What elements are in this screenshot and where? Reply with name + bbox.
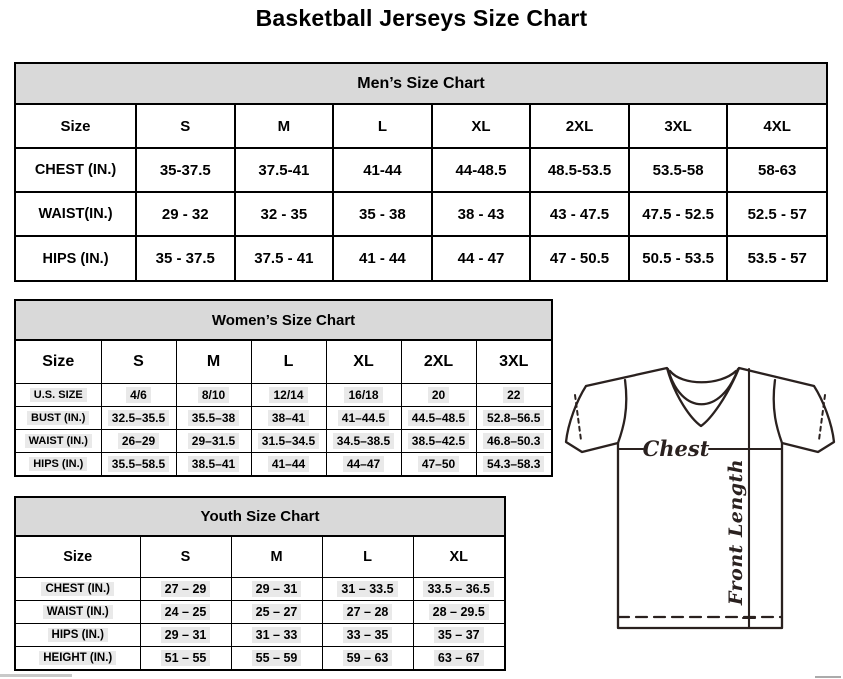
youth-chart-title: Youth Size Chart — [16, 498, 504, 537]
womens-cell: 29–31.5 — [176, 429, 251, 452]
mens-column-header: 3XL — [629, 105, 728, 148]
youth-cell: 31 – 33.5 — [322, 577, 413, 600]
womens-cell: 26–29 — [101, 429, 176, 452]
mens-cell: 41-44 — [333, 148, 432, 192]
mens-cell: 35 - 37.5 — [136, 236, 235, 280]
mens-cell: 29 - 32 — [136, 192, 235, 236]
womens-column-header: XL — [326, 341, 401, 383]
mens-cell: 38 - 43 — [432, 192, 531, 236]
youth-cell: 63 – 67 — [413, 646, 504, 669]
womens-size-table — [16, 341, 551, 475]
youth-data-row — [16, 646, 504, 669]
womens-cell: 20 — [401, 383, 476, 406]
womens-header-row — [16, 341, 551, 383]
womens-cell: 4/6 — [101, 383, 176, 406]
womens-data-row — [16, 383, 551, 406]
youth-data-row — [16, 577, 504, 600]
mens-cell: 43 - 47.5 — [530, 192, 629, 236]
right-sleeve-seam — [774, 380, 782, 443]
youth-row-label: HEIGHT (IN.) — [16, 646, 140, 669]
womens-column-header: L — [251, 341, 326, 383]
womens-chart-title: Women’s Size Chart — [16, 301, 551, 341]
youth-cell: 59 – 63 — [322, 646, 413, 669]
womens-cell: 44.5–48.5 — [401, 406, 476, 429]
womens-cell: 44–47 — [326, 452, 401, 475]
mens-column-header: 4XL — [727, 105, 826, 148]
mens-size-table — [16, 105, 826, 280]
womens-cell: 41–44 — [251, 452, 326, 475]
scrollbar-fragment-right — [815, 676, 841, 678]
youth-cell: 29 – 31 — [231, 577, 322, 600]
youth-cell: 33 – 35 — [322, 623, 413, 646]
womens-cell: 35.5–58.5 — [101, 452, 176, 475]
page-title: Basketball Jerseys Size Chart — [255, 5, 588, 31]
womens-cell: 12/14 — [251, 383, 326, 406]
womens-row-label: U.S. SIZE — [16, 383, 101, 406]
youth-row-label: CHEST (IN.) — [16, 577, 140, 600]
youth-data-row — [16, 600, 504, 623]
womens-cell: 16/18 — [326, 383, 401, 406]
mens-cell: 47.5 - 52.5 — [629, 192, 728, 236]
mens-column-header: L — [333, 105, 432, 148]
mens-cell: 47 - 50.5 — [530, 236, 629, 280]
womens-cell: 35.5–38 — [176, 406, 251, 429]
mens-row-label: CHEST (IN.) — [16, 148, 136, 192]
womens-cell: 54.3–58.3 — [476, 452, 551, 475]
youth-row-label: HIPS (IN.) — [16, 623, 140, 646]
youth-size-table — [16, 537, 504, 669]
womens-row-label: WAIST (IN.) — [16, 429, 101, 452]
womens-cell: 46.8–50.3 — [476, 429, 551, 452]
mens-column-header: 2XL — [530, 105, 629, 148]
mens-cell: 32 - 35 — [235, 192, 334, 236]
mens-data-row — [16, 192, 826, 236]
mens-cell: 53.5 - 57 — [727, 236, 826, 280]
scrollbar-fragment-left — [0, 674, 72, 677]
mens-size-chart — [14, 62, 828, 282]
youth-cell: 24 – 25 — [140, 600, 231, 623]
womens-data-row — [16, 452, 551, 475]
mens-cell: 37.5-41 — [235, 148, 334, 192]
jersey-outline-shape — [566, 368, 834, 628]
womens-cell: 38.5–42.5 — [401, 429, 476, 452]
womens-column-header: S — [101, 341, 176, 383]
womens-cell: 41–44.5 — [326, 406, 401, 429]
mens-header-row — [16, 105, 826, 148]
chest-label: Chest — [642, 436, 710, 461]
mens-column-header: M — [235, 105, 334, 148]
youth-cell: 25 – 27 — [231, 600, 322, 623]
womens-column-header: 3XL — [476, 341, 551, 383]
youth-column-header: L — [322, 537, 413, 577]
womens-row-label: BUST (IN.) — [16, 406, 101, 429]
youth-header-row — [16, 537, 504, 577]
mens-row-label: HIPS (IN.) — [16, 236, 136, 280]
mens-cell: 44-48.5 — [432, 148, 531, 192]
youth-row-label: WAIST (IN.) — [16, 600, 140, 623]
womens-column-header: Size — [16, 341, 101, 383]
mens-cell: 58-63 — [727, 148, 826, 192]
womens-column-header: M — [176, 341, 251, 383]
mens-cell: 37.5 - 41 — [235, 236, 334, 280]
youth-column-header: M — [231, 537, 322, 577]
womens-cell: 38.5–41 — [176, 452, 251, 475]
youth-column-header: XL — [413, 537, 504, 577]
mens-data-row — [16, 148, 826, 192]
youth-cell: 51 – 55 — [140, 646, 231, 669]
youth-cell: 35 – 37 — [413, 623, 504, 646]
collar-inner-arc — [670, 371, 736, 382]
womens-cell: 8/10 — [176, 383, 251, 406]
womens-data-row — [16, 406, 551, 429]
youth-cell: 33.5 – 36.5 — [413, 577, 504, 600]
womens-cell: 52.8–56.5 — [476, 406, 551, 429]
left-sleeve-seam — [618, 380, 626, 443]
jersey-measurement-diagram — [555, 355, 843, 655]
youth-cell: 27 – 28 — [322, 600, 413, 623]
mens-cell: 35 - 38 — [333, 192, 432, 236]
mens-row-label: WAIST(IN.) — [16, 192, 136, 236]
mens-column-header: XL — [432, 105, 531, 148]
youth-column-header: S — [140, 537, 231, 577]
youth-cell: 28 – 29.5 — [413, 600, 504, 623]
womens-cell: 34.5–38.5 — [326, 429, 401, 452]
womens-cell: 47–50 — [401, 452, 476, 475]
youth-column-header: Size — [16, 537, 140, 577]
womens-cell: 32.5–35.5 — [101, 406, 176, 429]
youth-cell: 31 – 33 — [231, 623, 322, 646]
womens-column-header: 2XL — [401, 341, 476, 383]
mens-cell: 52.5 - 57 — [727, 192, 826, 236]
mens-data-row — [16, 236, 826, 280]
youth-cell: 29 – 31 — [140, 623, 231, 646]
womens-data-row — [16, 429, 551, 452]
womens-cell: 31.5–34.5 — [251, 429, 326, 452]
mens-column-header: S — [136, 105, 235, 148]
mens-cell: 44 - 47 — [432, 236, 531, 280]
mens-cell: 50.5 - 53.5 — [629, 236, 728, 280]
mens-cell: 48.5-53.5 — [530, 148, 629, 192]
womens-cell: 38–41 — [251, 406, 326, 429]
front-length-label: Front Length — [725, 458, 747, 606]
youth-cell: 27 – 29 — [140, 577, 231, 600]
youth-cell: 55 – 59 — [231, 646, 322, 669]
mens-cell: 41 - 44 — [333, 236, 432, 280]
womens-size-chart — [14, 299, 553, 477]
womens-cell: 22 — [476, 383, 551, 406]
mens-cell: 53.5-58 — [629, 148, 728, 192]
mens-cell: 35-37.5 — [136, 148, 235, 192]
youth-data-row — [16, 623, 504, 646]
youth-size-chart — [14, 496, 506, 671]
mens-column-header: Size — [16, 105, 136, 148]
womens-row-label: HIPS (IN.) — [16, 452, 101, 475]
mens-chart-title: Men’s Size Chart — [16, 64, 826, 105]
